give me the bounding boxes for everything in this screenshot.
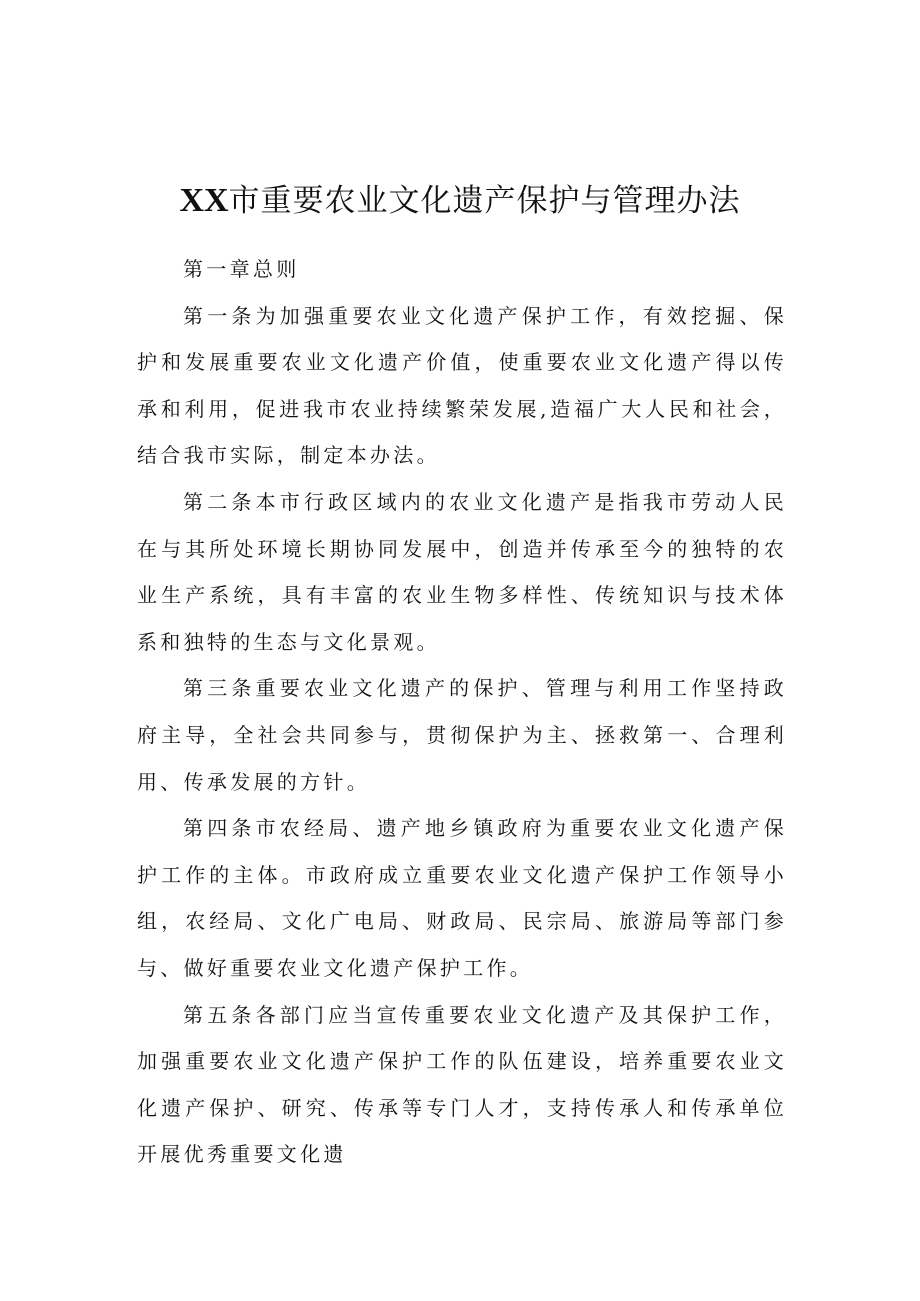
document-body: [137, 246, 787, 1178]
title-prefix: XX: [179, 182, 229, 219]
article-5: 第五条各部门应当宣传重要农业文化遗产及其保护工作，加强重要农业文化遗产保护工作的队伍建设，培养重要农业文化遗产保护、研究、传承等专门人才，支持传承人和传承单位开展优秀重要文化遗: [137, 1002, 787, 1167]
article-3: 第三条重要农业文化遗产的保护、管理与利用工作坚持政府主导，全社会共同参与，贯彻保护为主、拯救第一、合理利用、传承发展的方针。: [137, 676, 787, 794]
document-title: [0, 178, 920, 224]
article-1: 第一条为加强重要农业文化遗产保护工作，有效挖掘、保护和发展重要农业文化遗产价值，使重要农业文化遗产得以传承和利用，促进我市农业持续繁荣发展,造福广大人民和社会，结合我市实际，制定本办法。: [137, 303, 787, 468]
chapter-heading: 第一章总则: [183, 257, 300, 281]
article-2: 第二条本市行政区域内的农业文化遗产是指我市劳动人民在与其所处环境长期协同发展中，创造并传承至今的独特的农业生产系统，具有丰富的农业生物多样性、传统知识与技术体系和独特的生态与文化景观。: [137, 489, 787, 654]
article-4: 第四条市农经局、遗产地乡镇政府为重要农业文化遗产保护工作的主体。市政府成立重要农业文化遗产保护工作领导小组，农经局、文化广电局、财政局、民宗局、旅游局等部门参与、做好重要农业文化遗产保护工作。: [137, 816, 787, 980]
title-text: 市重要农业文化遗产保护与管理办法: [228, 183, 741, 219]
